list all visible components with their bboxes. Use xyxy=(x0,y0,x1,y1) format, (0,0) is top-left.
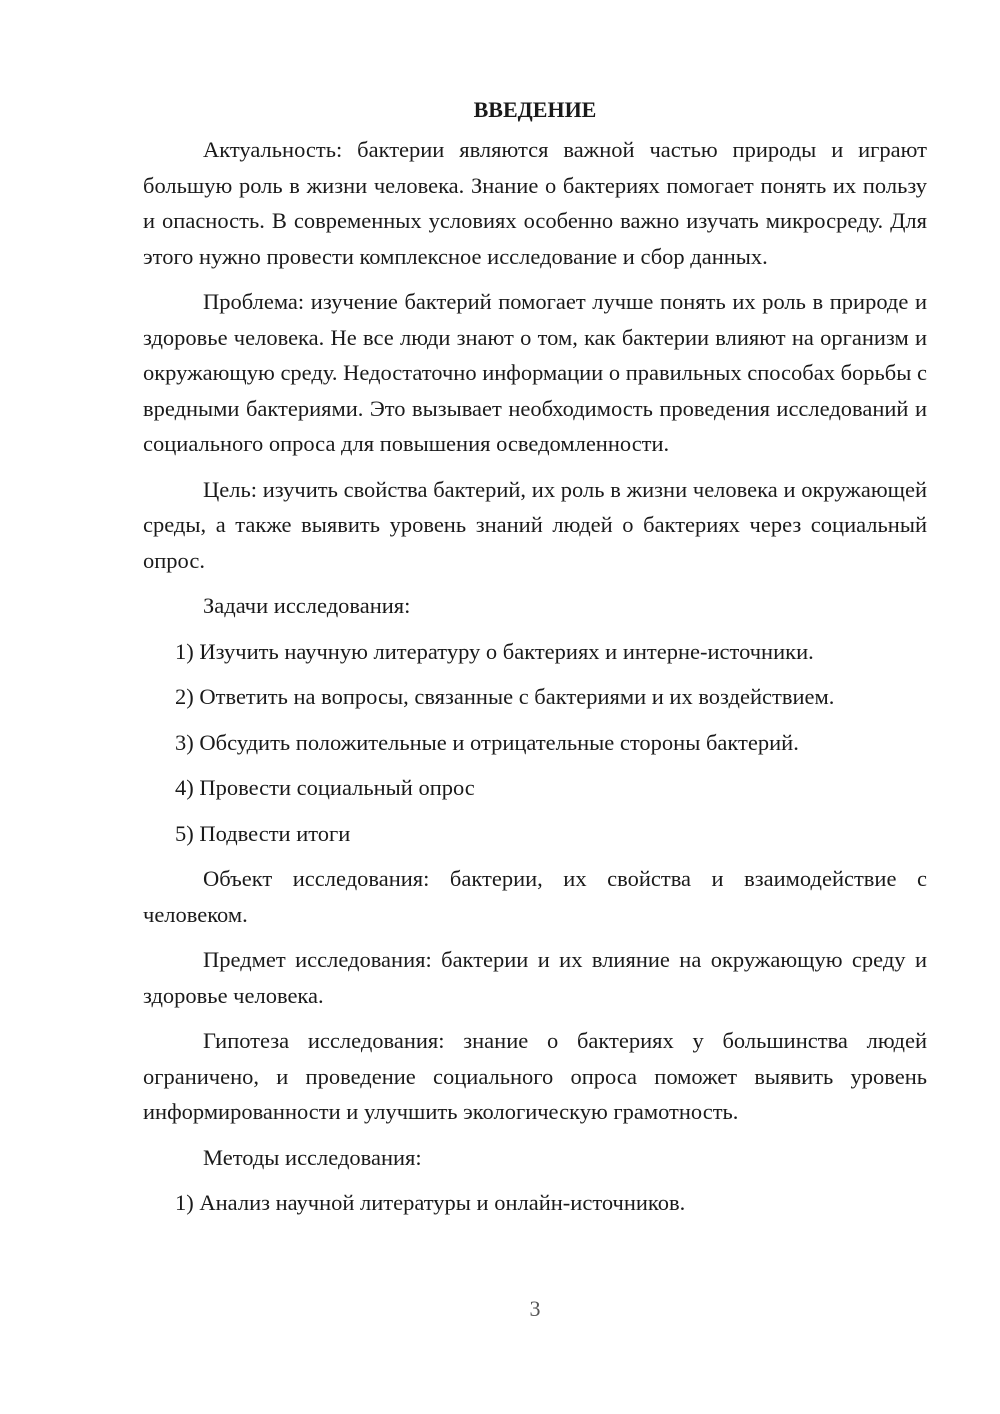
tasks-list xyxy=(143,634,927,852)
hypothesis-paragraph: Гипотеза исследования: знание о бактериях у большинства людей ограничено, и проведение социального опроса поможет выявить уровень информированности и улучшить экологическую грамотность. xyxy=(143,1028,927,1124)
task-item: 3) Обсудить положительные и отрицательные стороны бактерий. xyxy=(175,729,799,755)
methods-heading: Методы исследования: xyxy=(203,1144,422,1170)
object-paragraph: Объект исследования: бактерии, их свойства и взаимодействие с человеком. xyxy=(143,866,927,927)
method-item: 1) Анализ научной литературы и онлайн-источников. xyxy=(175,1190,686,1215)
problem-paragraph: Проблема: изучение бактерий помогает лучше понять их роль в природе и здоровье человека. Не все люди знают о том, как бактерии влияют на организм и окружающую среду. Недостаточно информации о правильных способах борьбы с вредными бактериями. Это вызывает необходимость проведения исследований и социального опроса для повышения осведомленности. xyxy=(143,289,927,456)
task-item: 4) Провести социальный опрос xyxy=(175,775,475,800)
tasks-heading: Задачи исследования: xyxy=(203,593,411,618)
document-title: ВВЕДЕНИЕ xyxy=(473,97,597,122)
relevance-paragraph: Актуальность: бактерии являются важной частью природы и играют большую роль в жизни человека. Знание о бактериях помогает понять их пользу и опасность. В современных условиях особенно важно изучать микросреду. Для этого нужно провести комплексное исследование и сбор данных. xyxy=(143,137,927,269)
task-item: 5) Подвести итоги xyxy=(175,820,351,846)
document-page xyxy=(143,92,927,1231)
task-item: 1) Изучить научную литературу о бактериях и интерне-источники. xyxy=(175,638,814,664)
methods-list xyxy=(143,1185,927,1221)
subject-paragraph: Предмет исследования: бактерии и их влияние на окружающую среду и здоровье человека. xyxy=(143,947,927,1008)
task-item: 2) Ответить на вопросы, связанные с бактериями и их воздействием. xyxy=(175,684,835,709)
page-number: 3 xyxy=(529,1296,541,1321)
goal-paragraph: Цель: изучить свойства бактерий, их роль в жизни человека и окружающей среды, а также выявить уровень знаний людей о бактериях через социальный опрос. xyxy=(143,476,927,573)
